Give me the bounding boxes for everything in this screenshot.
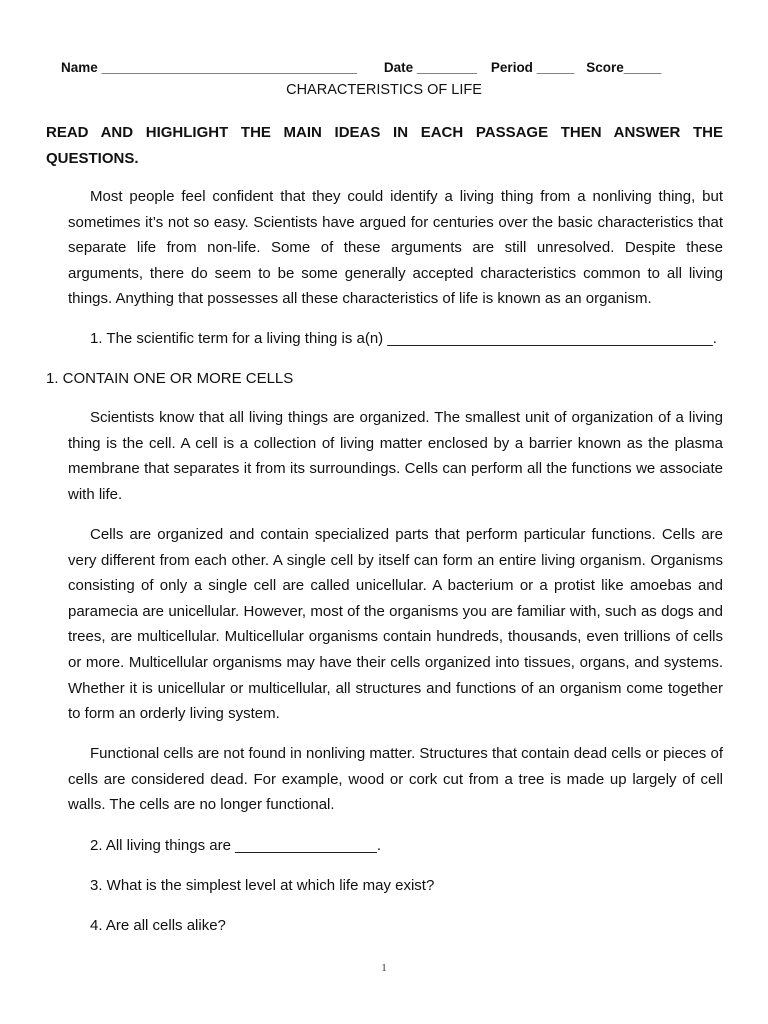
section-1-paragraph-2: Cells are organized and contain specialized parts that perform particular functions. Cells are very different from each other. A single cell by itself can form an entire living organism. Organisms consisting of only a single cell are called unicellular. A bacterium or a protist like amoebas and paramecia are unicellular. However, most of the organisms you are familiar with, such as dogs and trees, are multicellular. Multicellular organisms contain hundreds, thousands, even trillions of cells or more. Multicellular organisms may have their cells organized into tissues, organs, and systems. Whether it is unicellular or multicellular, all structures and functions of an organism come together to form an orderly living system. xyxy=(68,526,723,723)
period-blank: _____ xyxy=(532,60,575,75)
score-blank: _____ xyxy=(623,60,662,75)
intro-paragraph: Most people feel confident that they could identify a living thing from a nonliving thing, but sometimes it’s not so easy. Scientists have argued for centuries over the basic characteristics that separate life from non-life. Some of these arguments are still unresolved. Despite these arguments, there do seem to be some generally accepted characteristics common to all living things. Anything that possesses all these characteristics of life is known as an organism. xyxy=(68,188,723,308)
section-1-heading: 1. CONTAIN ONE OR MORE CELLS xyxy=(46,370,294,387)
question-2: 2. All living things are _________________. xyxy=(90,837,382,854)
instructions: READ AND HIGHLIGHT THE MAIN IDEAS IN EACH PASSAGE THEN ANSWER THE QUESTIONS. xyxy=(46,124,723,167)
date-label: Date xyxy=(383,60,414,75)
question-1: 1. The scientific term for a living thing is a(n) _______________________________________. xyxy=(90,330,717,347)
period-label: Period xyxy=(490,60,533,75)
page-title: CHARACTERISTICS OF LIFE xyxy=(286,82,482,98)
score-label: Score xyxy=(586,60,624,75)
section-1-paragraph-1: Scientists know that all living things are organized. The smallest unit of organization of a living thing is the cell. A cell is a collection of living matter enclosed by a barrier known as the plasma membrane that separates it from its surroundings. Cells can perform all the functions we associate with life. xyxy=(68,409,723,503)
question-3: 3. What is the simplest level at which life may exist? xyxy=(90,877,435,894)
date-blank: ________ xyxy=(413,60,477,75)
section-1-paragraph-3: Functional cells are not found in nonliving matter. Structures that contain dead cells or pieces of cells are considered dead. For example, wood or cork cut from a tree is made up largely of cell walls. The cells are no longer functional. xyxy=(68,745,723,814)
question-4: 4. Are all cells alike? xyxy=(90,917,226,934)
name-blank: __________________________________ xyxy=(97,60,357,75)
name-label: Name xyxy=(61,60,98,75)
page-number: 1 xyxy=(381,962,387,974)
